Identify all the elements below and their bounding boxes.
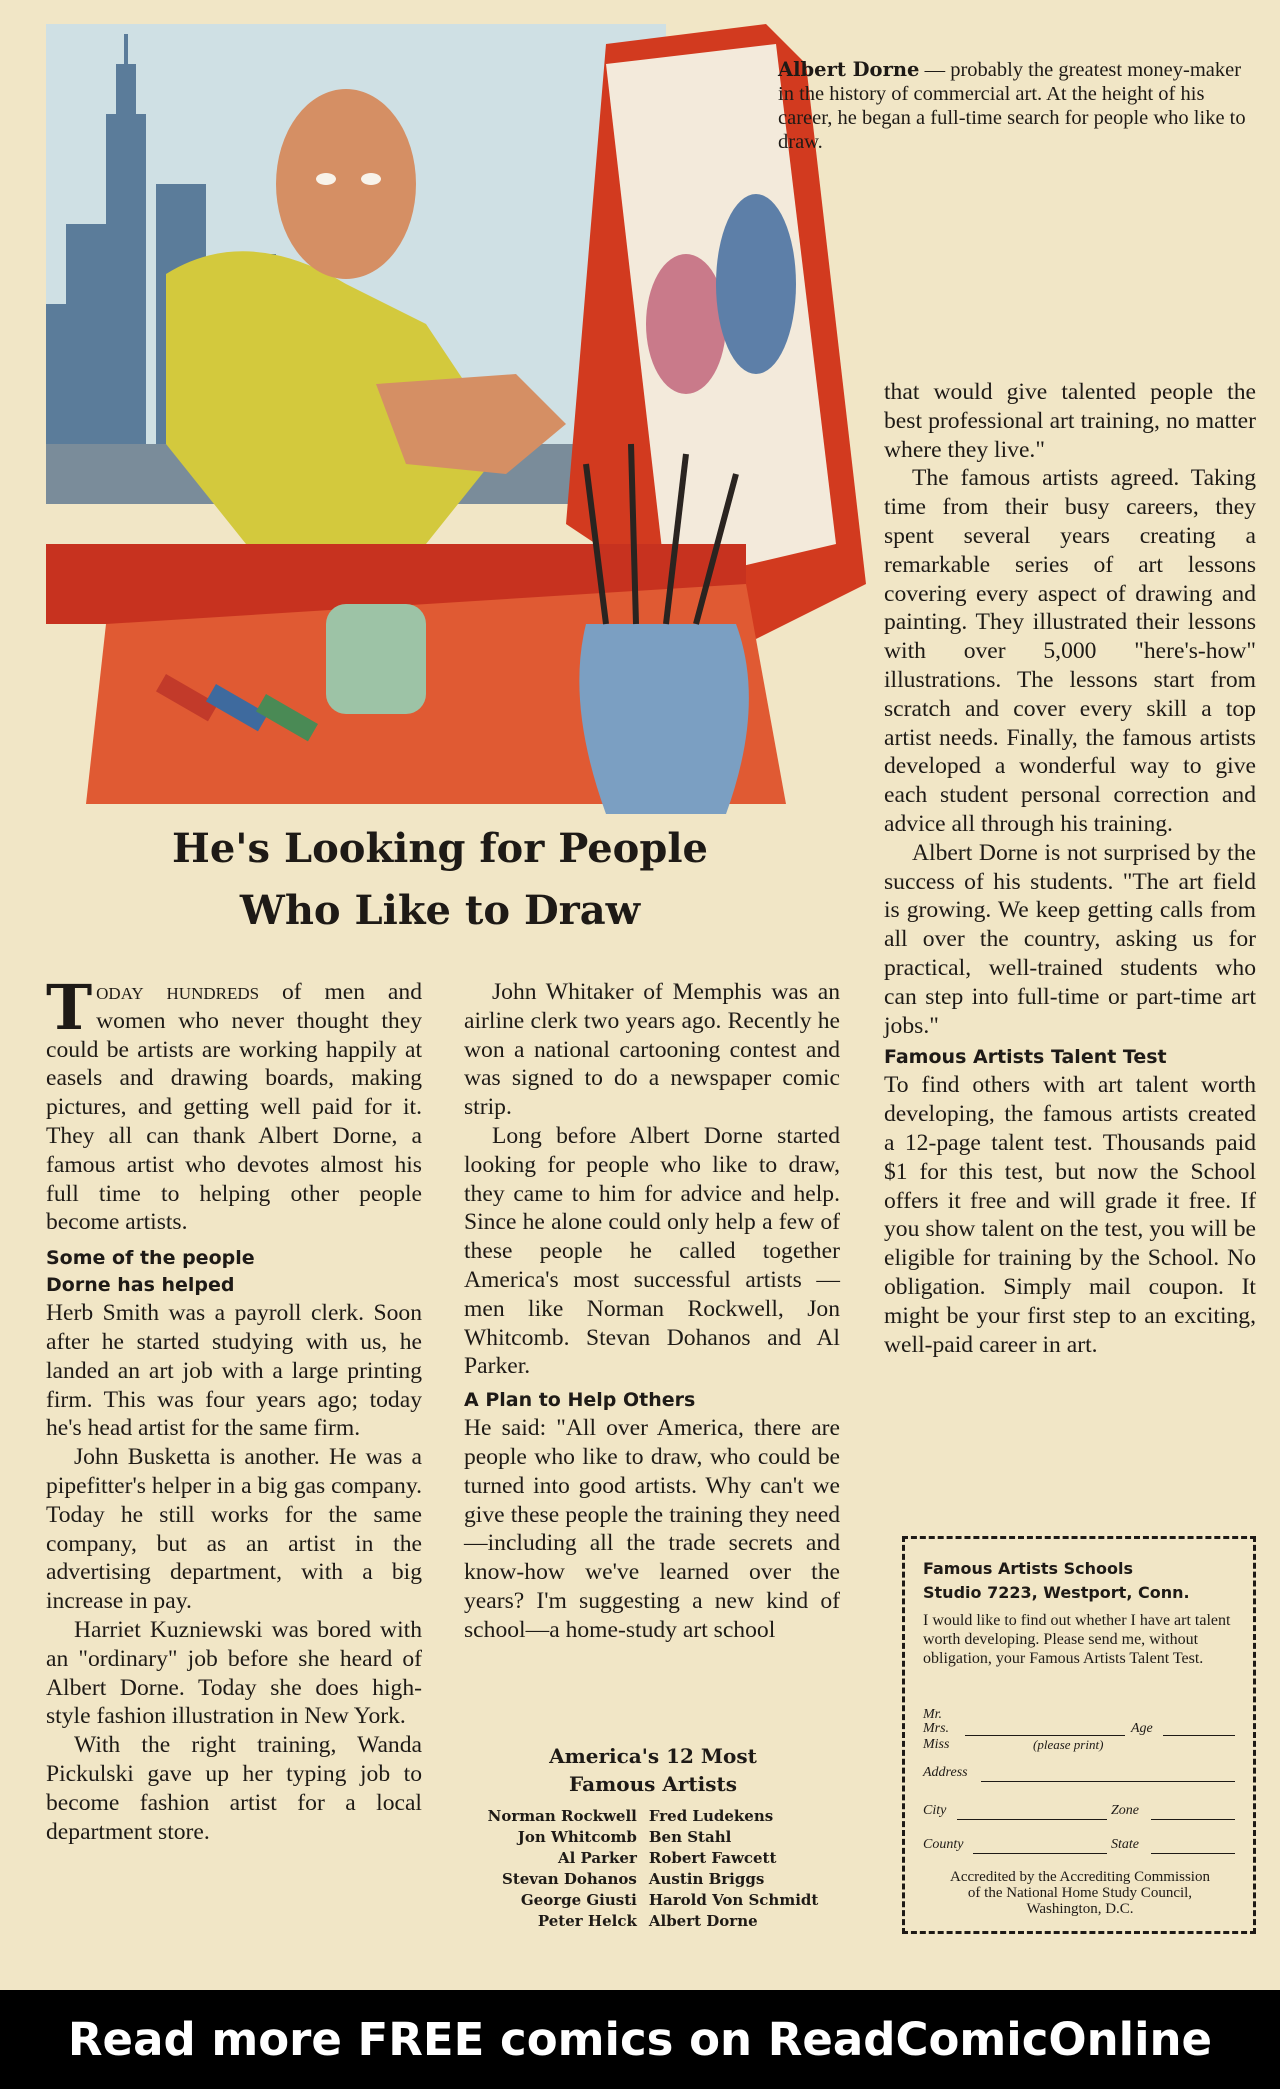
state-line[interactable] xyxy=(1151,1853,1235,1854)
please-print-note: (please print) xyxy=(1033,1737,1104,1752)
subhead-line-2: Dorne has helped xyxy=(46,1274,235,1297)
col1-paragraph-1: of men and women who never thought they could be artists are working happily at easels and drawing boards, making pictures, and getting well paid for it. They all can thank Albert Dorne, a famous artist who devotes almost his full time to helping other people become artists. xyxy=(46,979,422,1236)
field-label-miss: Miss xyxy=(923,1737,950,1752)
col3-paragraph-4: To find others with art talent worth developing, the famous artists created a 12-page talent test. Thousands paid $1 for this test, but now the School offers it free and will grade it free. If you show talent on the test, you will be eligible for training by the School. No obligation. Simply mail coupon. It might be your first step to an exciting, well-paid career in art. xyxy=(884,1072,1256,1358)
address-line[interactable] xyxy=(981,1781,1235,1782)
caption-name: Albert Dorne xyxy=(778,58,920,81)
field-label-county: County xyxy=(923,1837,964,1852)
subhead-plan: A Plan to Help Others xyxy=(464,1389,696,1412)
artist-name: Harold Von Schmidt xyxy=(648,1891,819,1909)
readcomiconline-banner[interactable]: Read more FREE comics on ReadComicOnline xyxy=(0,1990,1280,2089)
col1-paragraph-2: Herb Smith was a payroll clerk. Soon after he started studying with us, he landed an art job with a large printing firm. This was four years ago; today he's head artist for the same firm. xyxy=(46,1300,422,1442)
col2-paragraph-1: John Whitaker of Memphis was an airline clerk two years ago. Recently he won a national cartooning contest and was signed to do a newspaper comic strip. xyxy=(464,979,840,1121)
caption-text: — probably the greatest money-maker in the history of commercial art. At the height of his career, he began a full-time search for people who like to draw. xyxy=(778,59,1246,153)
age-line[interactable] xyxy=(1163,1735,1235,1736)
artist-illustration xyxy=(46,24,866,814)
coupon-body: I would like to find out whether I have art talent worth developing. Please send me, without obligation, your Famous Artists Talent Test. xyxy=(923,1612,1231,1667)
drop-cap: T xyxy=(46,971,93,1044)
article-column-3 xyxy=(884,378,1256,1359)
col1-paragraph-3: John Busketta is another. He was a pipefitter's helper in a big gas company. Today he still works for the same company, but as an artist in the advertising department, with a big increase in pay. xyxy=(46,1444,422,1615)
artist-name: Robert Fawcett xyxy=(648,1849,777,1867)
artist-head xyxy=(276,89,416,279)
artist-name: Peter Helck xyxy=(537,1912,637,1930)
col3-paragraph-1: that would give talented people the best professional art training, no matter where they live." xyxy=(884,379,1256,463)
artists-title-line-2: Famous Artists xyxy=(569,1772,737,1796)
famous-artists-list xyxy=(458,1742,848,1932)
image-caption xyxy=(778,58,1248,154)
col3-paragraph-3: Albert Dorne is not surprised by the success of his students. "The art field is growing. We keep getting calls from all over the country, asking us for practical, well-trained students who can step into full-time or part-time art jobs." xyxy=(884,839,1256,1039)
article-column-2 xyxy=(464,978,840,1645)
col1-paragraph-4: Harriet Kuzniewski was bored with an "ordinary" job before she heard of Albert Dorne. Today she does high-style fashion illustration in New York. xyxy=(46,1616,422,1730)
subhead-people-helped xyxy=(46,1245,422,1299)
artist-name: Norman Rockwell xyxy=(487,1807,637,1825)
field-label-address: Address xyxy=(923,1765,968,1780)
paint-jar xyxy=(326,604,426,714)
coupon-header xyxy=(923,1557,1190,1605)
field-label-mrs: Mrs. xyxy=(923,1721,950,1736)
artists-title-line-1: America's 12 Most xyxy=(549,1744,757,1768)
artist-name: Jon Whitcomb xyxy=(517,1828,637,1846)
drawing-figure-man xyxy=(716,194,796,374)
artist-name: George Giusti xyxy=(520,1891,637,1909)
lead-smallcaps: oday hundreds xyxy=(96,979,260,1005)
artist-name: Austin Briggs xyxy=(648,1870,765,1888)
artist-name: Albert Dorne xyxy=(648,1912,758,1930)
artists-table xyxy=(482,1806,825,1932)
artist-name: Ben Stahl xyxy=(648,1828,732,1846)
headline-line-1: He's Looking for People xyxy=(172,825,708,872)
county-line[interactable] xyxy=(973,1853,1107,1854)
subhead-line-1: Some of the people xyxy=(46,1247,255,1270)
col3-paragraph-2: The famous artists agreed. Taking time from their busy careers, they spent several years creating a remarkable series of art lessons covering every aspect of drawing and painting. They illustrated their lessons with over 5,000 "here's-how" illustrations. The lessons start from scratch and cover every skill a top artist needs. Finally, the famous artists developed a wonderful way to give each student personal correction and advice all through his training. xyxy=(884,465,1256,837)
brush-vase xyxy=(579,624,749,814)
col2-paragraph-2: Long before Albert Dorne started looking for people who like to draw, they came to him for advice and help. Since he alone could only help a few of these people he called together America's most successful artists —men like Norman Rockwell, Jon Whitcomb. Stevan Dohanos and Al Parker. xyxy=(464,1122,840,1380)
coupon-school-name: Famous Artists Schools xyxy=(923,1559,1133,1578)
drawing-figure-woman xyxy=(646,254,726,394)
artist-name: Stevan Dohanos xyxy=(501,1870,637,1888)
field-label-mr: Mr. xyxy=(923,1707,943,1722)
field-label-state: State xyxy=(1111,1837,1139,1852)
city-line[interactable] xyxy=(957,1819,1107,1820)
coupon-address: Studio 7223, Westport, Conn. xyxy=(923,1583,1190,1602)
artist-name: Fred Ludekens xyxy=(648,1807,774,1825)
field-label-age: Age xyxy=(1131,1721,1153,1736)
headline xyxy=(80,818,800,942)
col1-paragraph-5: With the right training, Wanda Pickulski gave up her typing job to become fashion artist for a local department store. xyxy=(46,1732,422,1845)
name-line[interactable] xyxy=(965,1735,1125,1736)
field-label-zone: Zone xyxy=(1111,1803,1139,1818)
article-column-1 xyxy=(46,971,422,1846)
headline-line-2: Who Like to Draw xyxy=(239,887,641,934)
accreditation-note: Accredited by the Accrediting Commission of the National Home Study Council, Washington, D.C. xyxy=(950,1869,1210,1917)
subhead-talent-test: Famous Artists Talent Test xyxy=(884,1046,1167,1069)
mail-coupon[interactable] xyxy=(902,1536,1256,1934)
zone-line[interactable] xyxy=(1151,1819,1235,1820)
col2-paragraph-3: He said: "All over America, there are people who like to draw, who could be turned into good artists. Why can't we give these people the training they need—including all the trade secrets and know-how we've learned over the years? I'm suggesting a new kind of school—a home-study art school xyxy=(464,1415,840,1643)
field-label-city: City xyxy=(923,1803,947,1818)
artist-name: Al Parker xyxy=(557,1849,637,1867)
